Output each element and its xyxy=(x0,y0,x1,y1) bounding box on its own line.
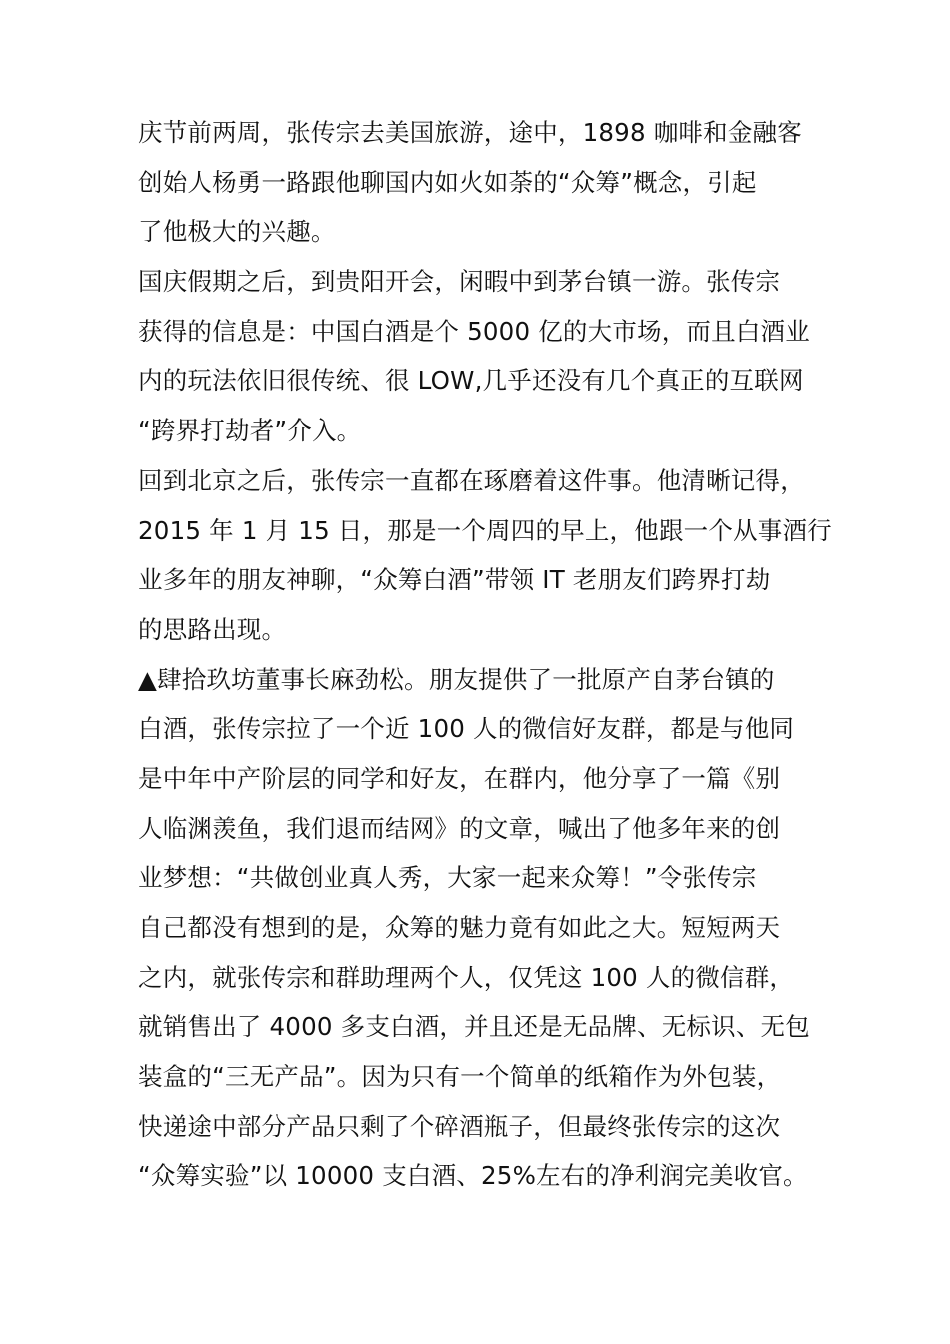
text-line: 业多年的朋友神聊，“众筹白酒”带领 IT 老朋友们跨界打劫 xyxy=(138,565,771,595)
text-line: 2015 年 1 月 15 日，那是一个周四的早上，他跟一个从事酒行 xyxy=(138,515,832,545)
text-line: 了他极大的兴趣。 xyxy=(138,217,336,247)
text-line: 内的玩法依旧很传统、很 LOW,几乎还没有几个真正的互联网 xyxy=(138,366,804,396)
text-line: 获得的信息是：中国白酒是个 5000 亿的大市场，而且白酒业 xyxy=(138,316,810,346)
text-line: ▲肆拾玖坊董事长麻劲松。朋友提供了一批原产自茅台镇的 xyxy=(138,664,775,694)
text-line: 之内，就张传宗和群助理两个人，仅凭这 100 人的微信群， xyxy=(138,962,795,992)
text-line: 创始人杨勇一路跟他聊国内如火如荼的“众筹”概念，引起 xyxy=(138,167,757,197)
text-line: 庆节前两周，张传宗去美国旅游，途中，1898 咖啡和金融客 xyxy=(138,118,802,147)
text-line: 的思路出现。 xyxy=(138,614,287,644)
text-line: 业梦想：“共做创业真人秀，大家一起来众筹！”令张传宗 xyxy=(138,863,757,893)
text-line: “众筹实验”以 10000 支白酒、25%左右的净利润完美收官。 xyxy=(138,1161,808,1191)
text-line: 国庆假期之后，到贵阳开会，闲暇中到茅台镇一游。张传宗 xyxy=(138,267,781,297)
text-line: 装盒的“三无产品”。因为只有一个简单的纸箱作为外包装， xyxy=(138,1062,782,1092)
text-line: 自己都没有想到的是，众筹的魅力竟有如此之大。短短两天 xyxy=(138,913,781,942)
text-line: 是中年中产阶层的同学和好友，在群内，他分享了一篇《别 xyxy=(138,763,781,793)
article-body xyxy=(138,108,832,1201)
text-line: 白酒，张传宗拉了一个近 100 人的微信好友群，都是与他同 xyxy=(138,714,795,744)
text-line: 人临渊羡鱼，我们退而结网》的文章，喊出了他多年来的创 xyxy=(138,813,781,843)
text-line: 就销售出了 4000 多支白酒，并且还是无品牌、无标识、无包 xyxy=(138,1012,810,1042)
text-line: “跨界打劫者”介入。 xyxy=(138,416,362,446)
text-line: 快递途中部分产品只剩了个碎酒瓶子，但最终张传宗的这次 xyxy=(138,1111,781,1141)
text-line: 回到北京之后，张传宗一直都在琢磨着这件事。他清晰记得， xyxy=(138,465,805,495)
